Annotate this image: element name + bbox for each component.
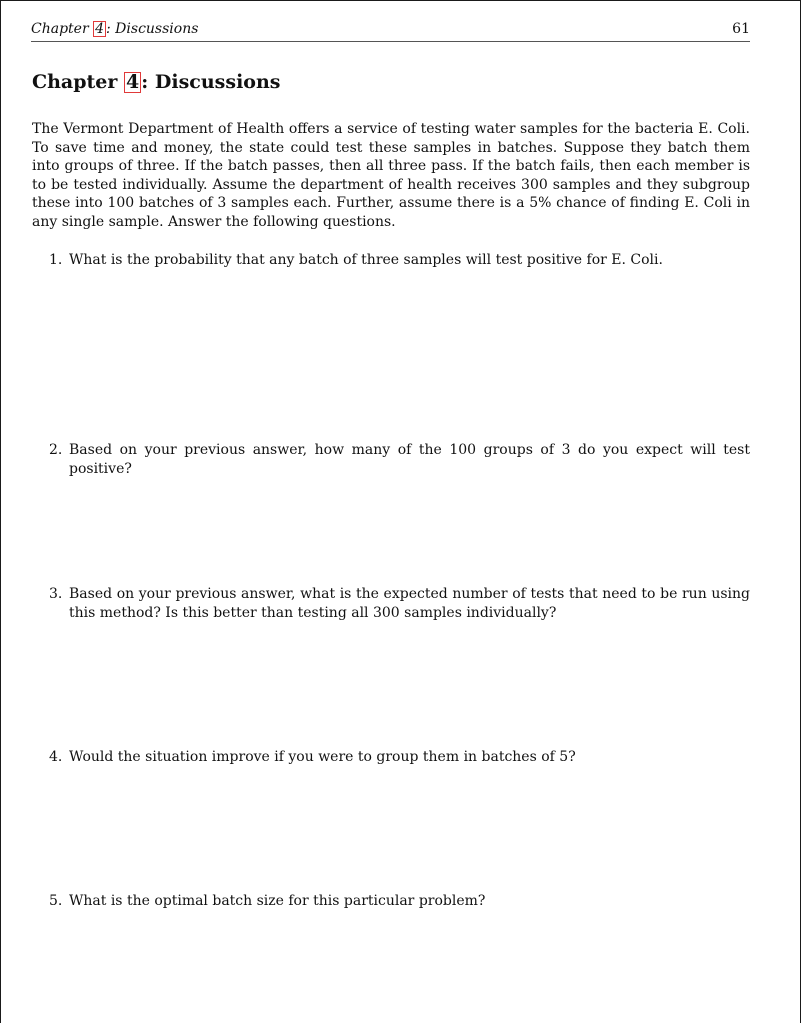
question-number: 4.	[49, 749, 63, 765]
header-chapter-suffix: : Discussions	[106, 21, 199, 37]
question-item	[49, 892, 750, 911]
title-prefix: Chapter	[32, 71, 118, 93]
question-item	[49, 585, 750, 622]
running-header	[31, 19, 750, 42]
header-chapter-link[interactable]: 4	[95, 21, 105, 37]
header-chapter-prefix: Chapter	[31, 21, 89, 37]
question-number: 5.	[49, 893, 63, 909]
title-suffix: : Discussions	[141, 71, 281, 93]
running-header-title	[31, 21, 198, 37]
title-chapter-link[interactable]: 4	[126, 71, 140, 93]
page-number: 61	[732, 21, 750, 37]
chapter-title	[32, 71, 280, 93]
question-item	[49, 251, 750, 270]
question-text: What is the probability that any batch of three samples will test positive for E. Coli.	[69, 252, 663, 268]
question-number: 3.	[49, 586, 63, 602]
question-text: Based on your previous answer, what is the expected number of tests that need to be run using this method? Is this better than testing all 300 samples individually?	[69, 586, 750, 621]
question-number: 1.	[49, 252, 63, 268]
question-text: What is the optimal batch size for this particular problem?	[69, 893, 486, 909]
question-text: Based on your previous answer, how many of the 100 groups of 3 do you expect will test positive?	[69, 442, 750, 477]
question-item	[49, 441, 750, 478]
question-text: Would the situation improve if you were to group them in batches of 5?	[69, 749, 576, 765]
question-number: 2.	[49, 442, 63, 458]
question-item	[49, 748, 750, 767]
intro-paragraph: The Vermont Department of Health offers a service of testing water samples for the bacteria E. Coli. To save time and money, the state could test these samples in batches. Suppose they batch them into groups of three. If the batch passes, then all three pass. If the batch fails, then each member is to be tested individually. Assume the department of health receives 300 samples and they subgroup these into 100 batches of 3 samples each. Further, assume there is a 5% chance of finding E. Coli in any single sample. Answer the following questions.	[32, 121, 750, 230]
